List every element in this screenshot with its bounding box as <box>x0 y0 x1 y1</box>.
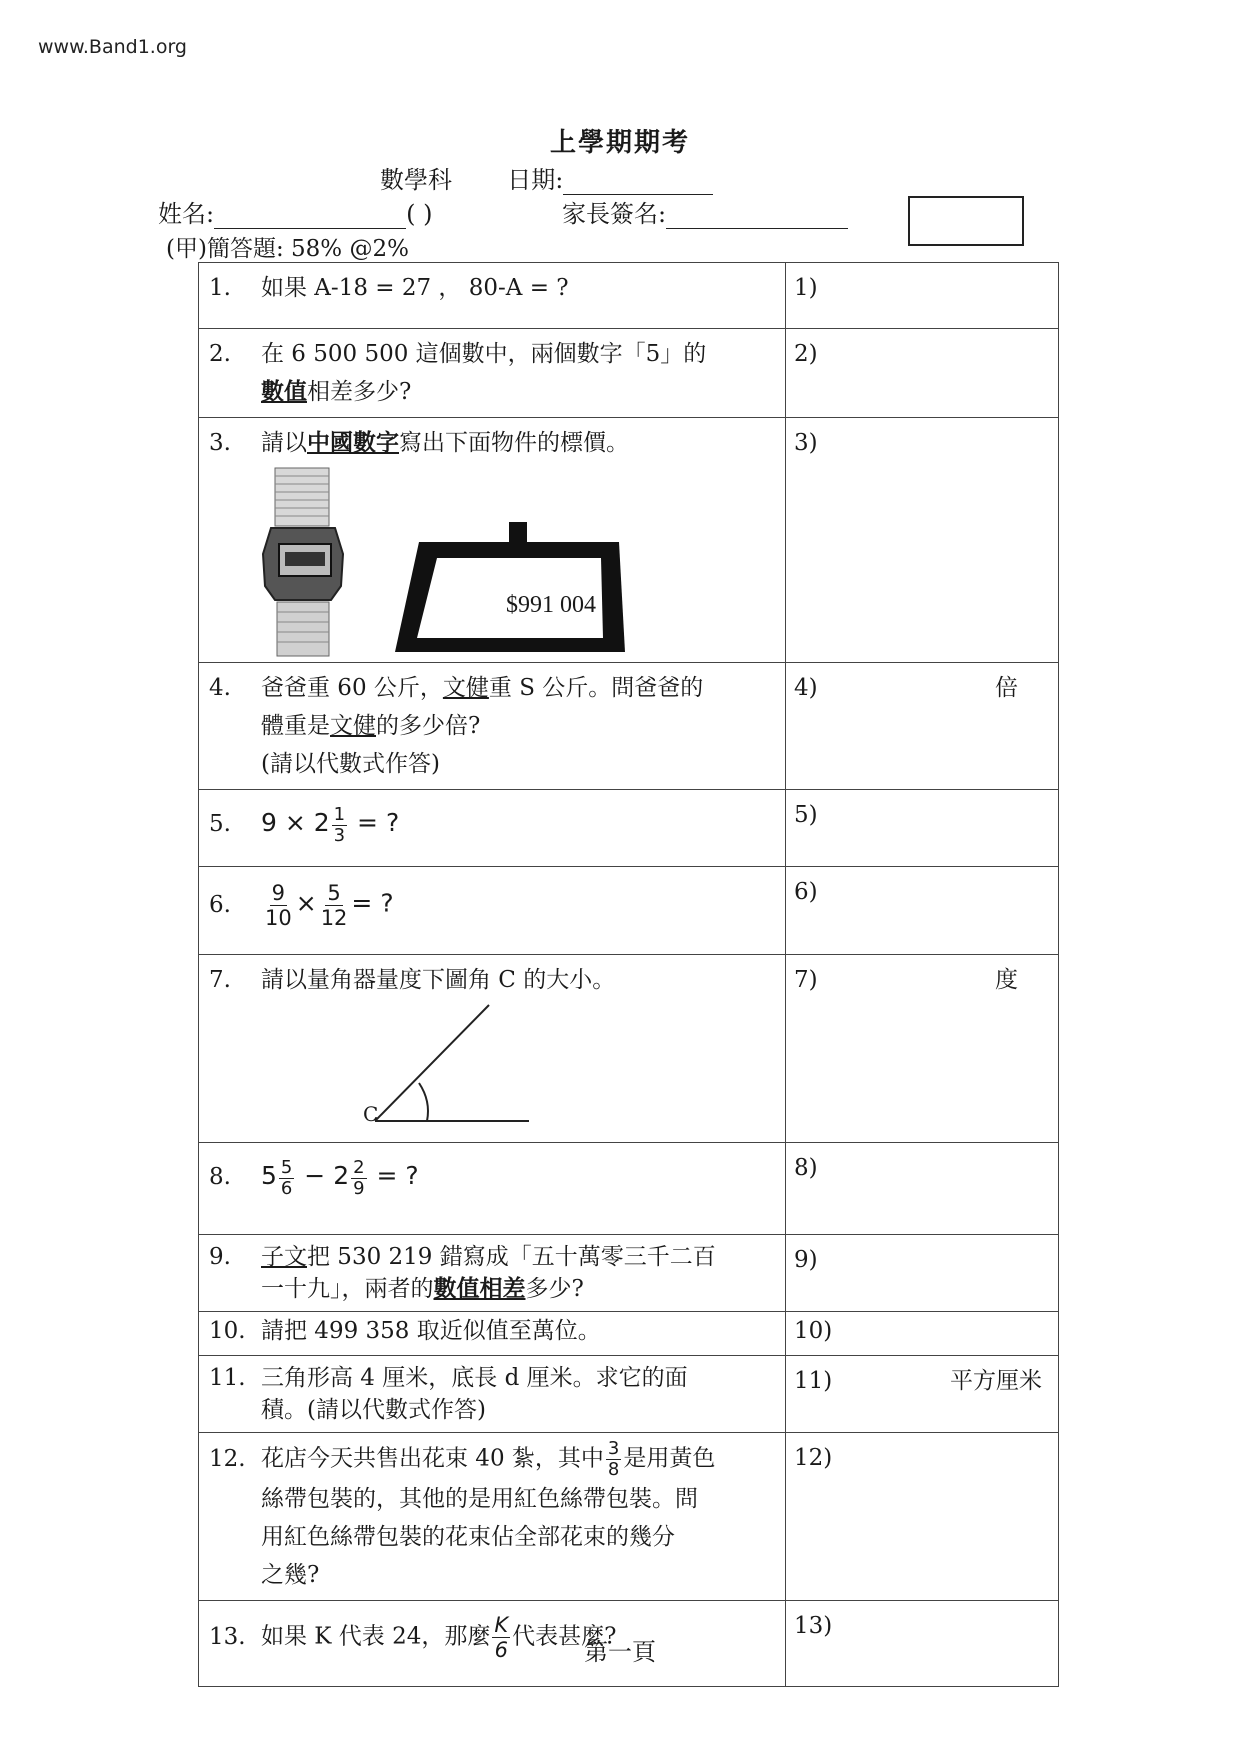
emphasis-text: 數值 <box>261 378 307 405</box>
section-heading: (甲)簡答題: 58% @2% <box>166 236 409 262</box>
question-number: 7. <box>209 967 231 993</box>
question-number: 5. <box>209 811 231 837</box>
question-text: 體重是 <box>261 713 330 739</box>
date-label: 日期: <box>507 166 564 194</box>
name-field[interactable] <box>214 204 406 229</box>
answer-cell-8[interactable] <box>786 1143 1059 1235</box>
question-table <box>198 262 1059 1687</box>
fraction <box>606 1439 621 1480</box>
numerator: 2 <box>353 1156 365 1178</box>
name-text: 文健 <box>330 713 376 739</box>
question-row-3 <box>199 418 1059 663</box>
question-row-11 <box>199 1356 1059 1433</box>
instruction-text: (請以代數式作答) <box>261 751 440 777</box>
question-number: 11. <box>209 1365 246 1391</box>
numerator: 9 <box>271 881 286 905</box>
answer-label: 12) <box>794 1445 833 1471</box>
denominator: 12 <box>320 906 348 930</box>
numerator: K <box>494 1613 509 1637</box>
question-number: 2. <box>209 341 231 367</box>
question-row-1 <box>199 263 1059 329</box>
question-number: 10. <box>209 1318 246 1344</box>
name-line <box>158 194 432 229</box>
question-row-8 <box>199 1143 1059 1235</box>
math-expression: = ? <box>349 808 400 837</box>
watch-price-illustration <box>199 462 769 658</box>
answer-label: 7) <box>794 967 818 993</box>
answer-label: 9) <box>794 1247 818 1273</box>
parent-signature-label: 家長簽名: <box>562 200 667 228</box>
answer-label: 5) <box>794 802 818 828</box>
numerator: 1 <box>333 803 346 825</box>
question-row-7 <box>199 955 1059 1143</box>
question-text: 代表甚麼? <box>512 1623 617 1650</box>
answer-cell-7[interactable] <box>786 955 1059 1143</box>
question-number: 3. <box>209 430 231 456</box>
name-label: 姓名: <box>158 200 215 228</box>
numerator: 5 <box>280 1156 293 1178</box>
answer-label: 2) <box>794 341 818 367</box>
question-text-line2: 相差多少? <box>307 379 412 405</box>
math-expression: = ? <box>368 1161 419 1190</box>
name-text: 文健 <box>442 675 489 701</box>
answer-cell-5[interactable] <box>786 790 1059 867</box>
name-text: 子文 <box>261 1244 307 1270</box>
date-field[interactable] <box>563 170 713 195</box>
question-text: 請以量角器量度下圖角 C 的大小。 <box>261 967 616 993</box>
answer-label: 1) <box>794 275 818 301</box>
fraction <box>351 1158 366 1199</box>
question-text: 爸爸重 60 公斤， <box>261 675 443 701</box>
fraction <box>319 881 350 930</box>
question-text-line1: 在 6 500 500 這個數中，兩個數字「5」的 <box>261 341 707 367</box>
answer-cell-11[interactable] <box>786 1356 1059 1433</box>
question-row-4 <box>199 663 1059 790</box>
question-row-9 <box>199 1235 1059 1312</box>
answer-cell-4[interactable] <box>786 663 1059 790</box>
answer-cell-9[interactable] <box>786 1235 1059 1312</box>
question-number: 12. <box>209 1445 246 1472</box>
question-text: 的多少倍? <box>376 713 481 739</box>
denominator: 10 <box>265 906 292 930</box>
question-text-tail: 寫出下面物件的標價。 <box>399 430 629 456</box>
question-text: 絲帶包裝的，其他的是用紅色絲帶包裝。問 <box>261 1486 698 1512</box>
answer-label: 8) <box>794 1155 818 1181</box>
question-text: 如果 K 代表 24，那麼 <box>261 1623 491 1650</box>
denominator: 6 <box>280 1177 293 1199</box>
answer-label: 4) <box>794 675 818 701</box>
watch-icon <box>263 468 343 656</box>
answer-unit: 平方厘米 <box>950 1368 1042 1394</box>
subject-line <box>380 160 713 195</box>
class-number-field[interactable]: ( ) <box>406 200 433 228</box>
angle-vertex-label: C <box>363 1102 379 1126</box>
question-row-12 <box>199 1433 1059 1601</box>
math-expression: 5 <box>261 1161 277 1190</box>
operator: × <box>295 888 317 918</box>
question-text: 把 530 219 錯寫成「五十萬零三千二百 <box>307 1244 716 1270</box>
question-text: 積。(請以代數式作答) <box>261 1397 486 1423</box>
answer-label: 6) <box>794 879 818 905</box>
question-row-10 <box>199 1312 1059 1356</box>
numerator: 3 <box>607 1438 620 1459</box>
math-expression: 9 × 2 <box>261 808 330 837</box>
denominator: 6 <box>494 1638 508 1662</box>
question-text: 請把 499 358 取近似值至萬位。 <box>261 1318 601 1344</box>
question-text: 一十九」，兩者的 <box>261 1276 434 1302</box>
price-tag-label: $991 004 <box>506 592 596 618</box>
answer-cell-6[interactable] <box>786 867 1059 955</box>
question-text: 多少? <box>525 1276 584 1302</box>
answer-unit: 倍 <box>995 675 1018 701</box>
numerator: 5 <box>327 881 341 905</box>
answer-label: 11) <box>794 1368 833 1394</box>
question-text: 如果 A-18 = 27 ， 80-A = ? <box>261 275 569 301</box>
subject: 數學科 <box>380 166 452 194</box>
emphasis-text: 數值相差 <box>433 1275 526 1302</box>
question-number: 8. <box>209 1164 231 1190</box>
question-row-5 <box>199 790 1059 867</box>
site-watermark: www.Band1.org <box>38 36 187 58</box>
denominator: 8 <box>607 1459 620 1480</box>
page-number: 第一頁 <box>584 1638 656 1666</box>
answer-label: 10) <box>794 1318 833 1344</box>
question-number: 1. <box>209 275 231 301</box>
fraction <box>263 881 294 930</box>
math-expression: = ? <box>351 888 394 918</box>
question-number: 13. <box>209 1623 246 1650</box>
question-row-6 <box>199 867 1059 955</box>
question-number: 9. <box>209 1244 231 1270</box>
angle-diagram <box>339 1003 739 1143</box>
question-text: 是用黃色 <box>623 1445 716 1472</box>
answer-unit: 度 <box>995 967 1018 993</box>
question-text: 花店今天共售出花束 40 紮，其中 <box>261 1445 604 1472</box>
score-box[interactable] <box>908 196 1024 246</box>
fraction <box>279 1158 294 1199</box>
answer-cell-1[interactable] <box>786 263 1059 329</box>
answer-cell-10[interactable] <box>786 1312 1059 1356</box>
answer-cell-12[interactable] <box>786 1433 1059 1601</box>
question-row-2 <box>199 329 1059 418</box>
question-number: 6. <box>209 891 231 918</box>
parent-signature-line <box>562 194 848 229</box>
exam-title: 上學期期考 <box>549 128 690 158</box>
emphasis-text: 中國數字 <box>307 429 399 456</box>
question-text: 用紅色絲帶包裝的花束佔全部花束的幾分 <box>261 1524 675 1550</box>
question-text: 請以 <box>261 430 307 456</box>
question-text: 重 S 公斤。問爸爸的 <box>488 675 704 701</box>
answer-cell-3[interactable] <box>786 418 1059 663</box>
question-number: 4. <box>209 675 231 701</box>
operator: − 2 <box>296 1161 350 1190</box>
answer-label: 3) <box>794 430 818 456</box>
denominator: 3 <box>333 824 346 846</box>
question-text: 之幾? <box>261 1562 320 1588</box>
answer-cell-2[interactable] <box>786 329 1059 418</box>
denominator: 9 <box>353 1177 365 1199</box>
answer-label: 13) <box>794 1613 833 1639</box>
question-text: 三角形高 4 厘米，底長 d 厘米。求它的面 <box>261 1365 688 1391</box>
fraction <box>332 805 347 846</box>
parent-signature-field[interactable] <box>666 204 848 229</box>
